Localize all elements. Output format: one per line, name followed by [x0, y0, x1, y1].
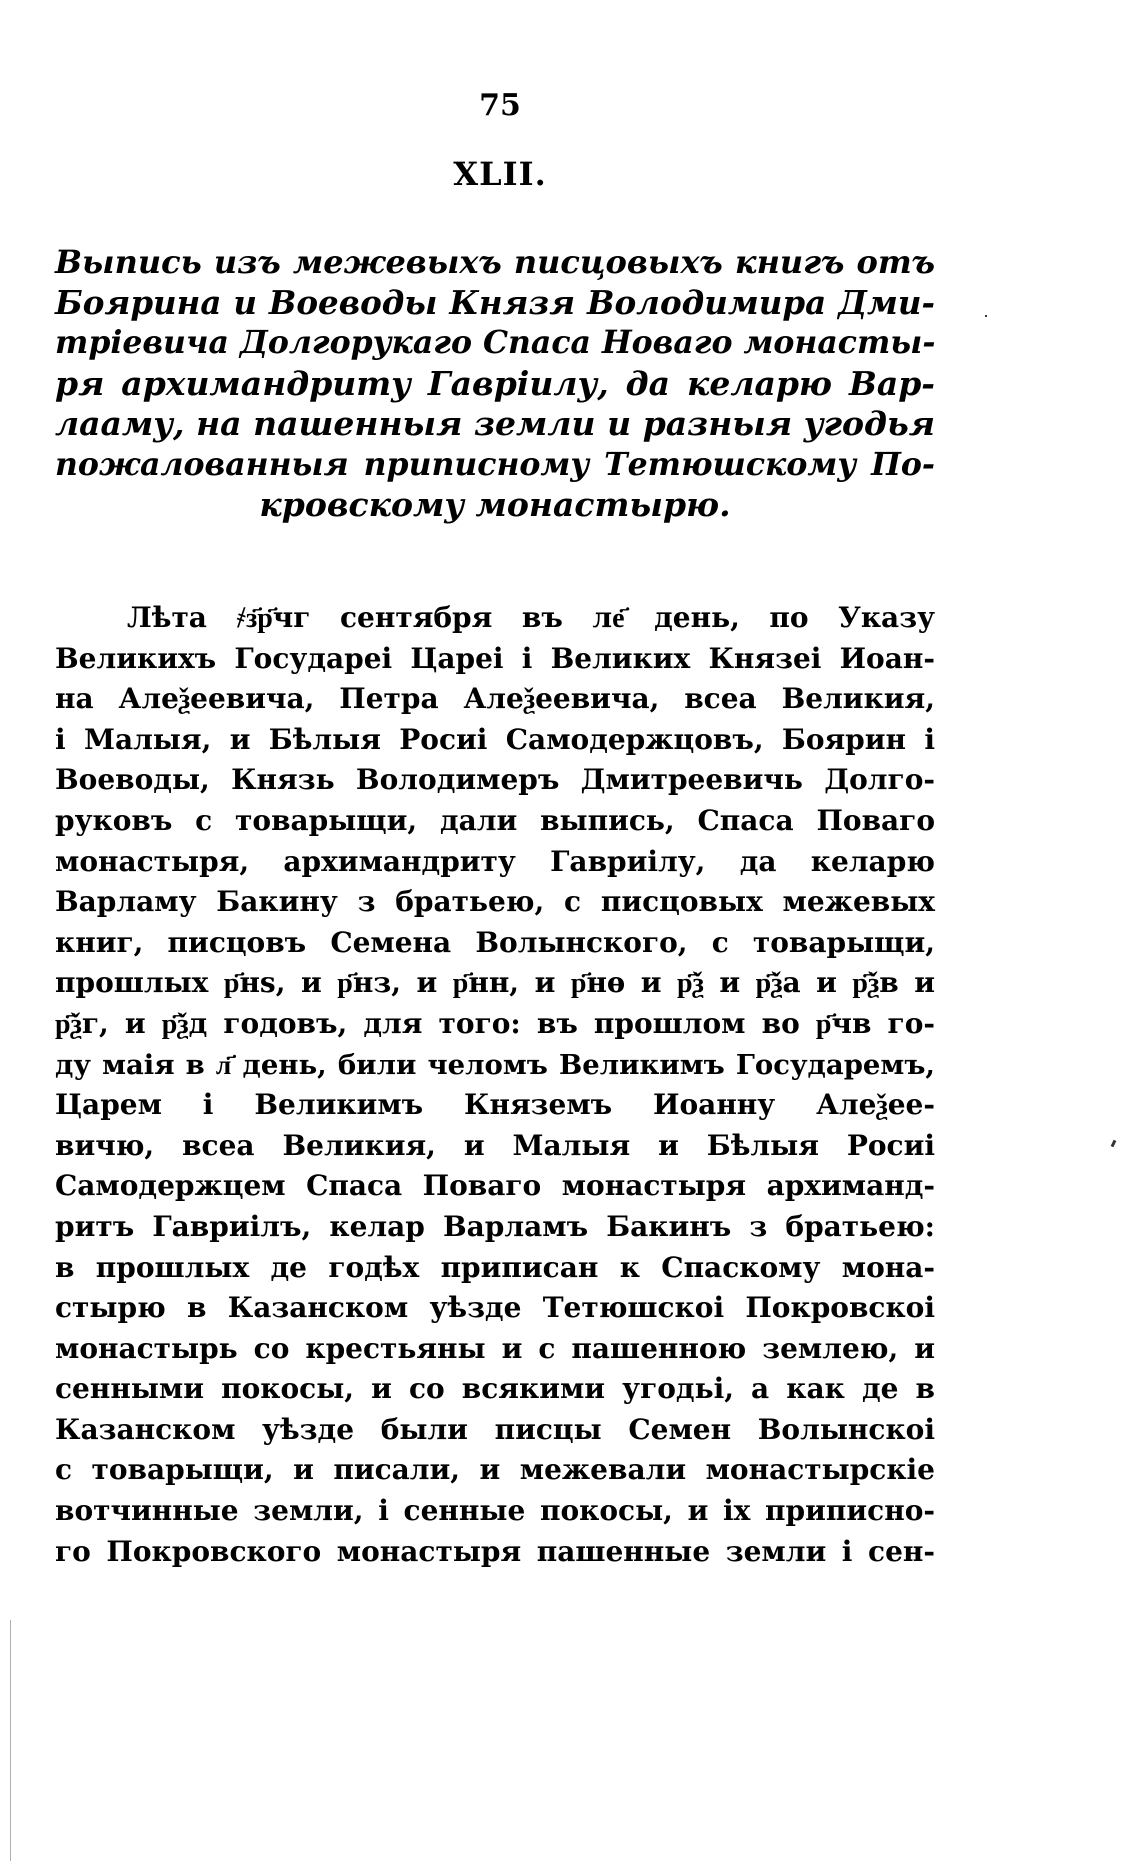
- heading-line: Боярина и Воеводы Князя Володимира Дми-: [55, 282, 935, 322]
- document-body: [55, 598, 935, 1572]
- body-line: Варламу Бакину з братьею, с писцовых межевых: [55, 885, 935, 919]
- heading-line: пожалованныя приписному Тетюшскому По-: [55, 445, 935, 483]
- body-line: на Алеѯеевича, Петра Алеѯеевича, всеа Великия,: [55, 682, 935, 716]
- heading-line: тріевича Долгорукаго Спаса Новаго монасты-: [55, 324, 936, 361]
- body-line: ду маія в л҃ день, били челомъ Великимъ Государемъ,: [55, 1048, 935, 1081]
- body-line: го Покровского монастыря пашенные земли і сен-: [55, 1534, 935, 1568]
- heading-line: лааму, на пашенныя земли и разныя угодья: [55, 404, 935, 443]
- body-line: Великихъ Государеі Цареі і Великих Князеі Иоан-: [55, 641, 935, 675]
- body-line: книг, писцовъ Семена Волынского, с товарыщи,: [55, 925, 935, 959]
- body-line: Лѣта ҂з҃р҃чг сентября въ ле҃ день, по Указу: [127, 601, 935, 634]
- body-line: руковъ с товарыщи, дали выпись, Спаса Поваго: [55, 803, 935, 837]
- body-line: вичю, всеа Великия, и Малыя и Бѣлыя Росиі: [55, 1128, 935, 1162]
- body-line: Царем і Великимъ Княземъ Иоанну Алеѯее-: [55, 1088, 935, 1122]
- scan-speck: [1111, 1140, 1117, 1148]
- body-line: Казанском уѣзде были писцы Семен Волынскоі: [55, 1412, 935, 1446]
- body-line: прошлых р҃нѕ, и р҃нз, и р҃нн, и р҃нѳ и р҃ѯ и р҃ѯа и р҃ѯв и: [55, 966, 935, 1000]
- body-line: вотчинные земли, і сенные покосы, и іх приписно-: [55, 1494, 935, 1528]
- scan-speck: [985, 315, 987, 317]
- scan-margin-line: [10, 1620, 11, 1861]
- heading-line: ря архимандриту Гавріилу, да келарю Вар-: [55, 363, 935, 403]
- body-line: с товарыщи, и писали, и межевали монастырскіе: [55, 1453, 935, 1487]
- body-line: сенными покосы, и со всякими угодьі, а как де в: [55, 1372, 935, 1406]
- page-number: 75: [479, 88, 521, 123]
- body-line: р҃ѯг, и р҃ѯд годовъ, для того: въ прошлом во р҃чв го-: [55, 1006, 935, 1040]
- body-line: стырю в Казанском уѣзде Тетюшскоі Покровскоі: [55, 1291, 935, 1325]
- body-line: в прошлых де годѣх приписан к Спаскому мона-: [55, 1250, 935, 1284]
- body-line: ритъ Гавриілъ, келар Варламъ Бакинъ з братьею:: [55, 1209, 935, 1243]
- body-line: і Малыя, и Бѣлыя Росиі Самодержцовъ, Боярин і: [55, 722, 935, 756]
- heading-line: Выпись изъ межевыхъ писцовыхъ книгъ отъ: [55, 243, 935, 281]
- body-line: Самодержцем Спаса Поваго монастыря архиманд-: [55, 1169, 935, 1203]
- document-number: XLII.: [453, 155, 547, 193]
- heading-line: кровскому монастырю.: [259, 485, 731, 524]
- document-heading: [55, 242, 935, 526]
- body-line: монастыря, архимандриту Гавриілу, да келарю: [55, 844, 935, 878]
- body-line: Воеводы, Князь Володимеръ Дмитреевичь Долго-: [55, 763, 935, 797]
- body-line: монастырь со крестьяны и с пашенною землею, и: [55, 1331, 935, 1365]
